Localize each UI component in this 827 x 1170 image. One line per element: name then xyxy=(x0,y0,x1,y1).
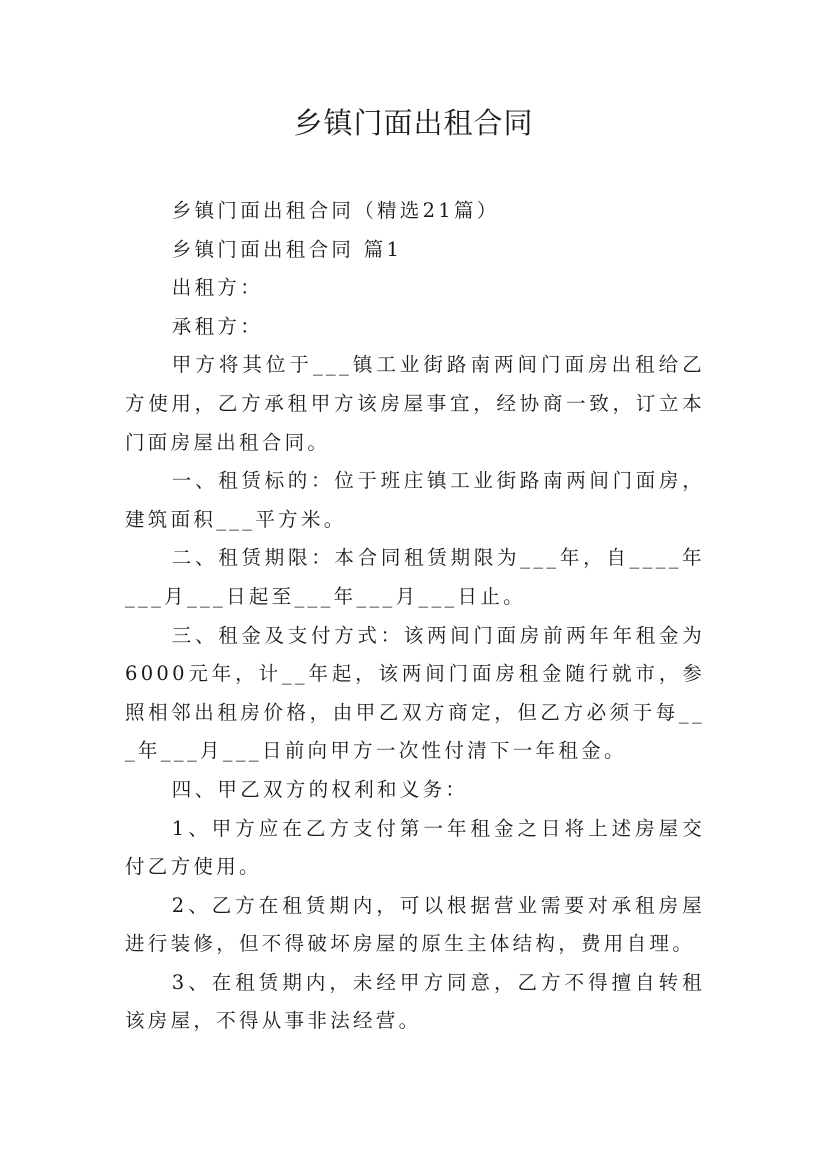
paragraph-item-2: 2、乙方在租赁期内，可以根据营业需要对承租房屋进行装修，但不得破坏房屋的原生主体结构，费用自理。 xyxy=(125,893,705,956)
paragraph-collection-title: 乡镇门面出租合同（精选21篇） xyxy=(171,199,500,222)
paragraph-clause-3: 三、租金及支付方式：该两间门面房前两年年租金为6000元年，计__年起，该两间门面房租金随行就市，参照相邻出租房价格，由甲乙双方商定，但乙方必须于每___年___月___日前向甲方一次性付清下一年租金。 xyxy=(125,623,705,763)
document-body xyxy=(125,192,705,1041)
document-title: 乡镇门面出租合同 xyxy=(293,106,534,140)
paragraph-section-heading: 乡镇门面出租合同 篇1 xyxy=(171,237,403,261)
paragraph-lessee: 承租方： xyxy=(171,314,263,338)
paragraph-clause-4: 四、甲乙双方的权利和义务： xyxy=(171,777,469,801)
paragraph-item-1: 1、甲方应在乙方支付第一年租金之日将上述房屋交付乙方使用。 xyxy=(125,816,705,879)
paragraph-lessor: 出租方： xyxy=(171,276,263,300)
paragraph-item-3: 3、在租赁期内，未经甲方同意，乙方不得擅自转租该房屋，不得从事非法经营。 xyxy=(125,970,705,1033)
paragraph-preamble: 甲方将其位于___镇工业街路南两间门面房出租给乙方使用，乙方承租甲方该房屋事宜，经协商一致，订立本门面房屋出租合同。 xyxy=(125,353,705,454)
paragraph-clause-2: 二、租赁期限：本合同租赁期限为___年，自____年___月___日起至___年___月___日止。 xyxy=(125,546,705,608)
paragraph-clause-1: 一、租赁标的：位于班庄镇工业街路南两间门面房，建筑面积___平方米。 xyxy=(125,469,705,531)
